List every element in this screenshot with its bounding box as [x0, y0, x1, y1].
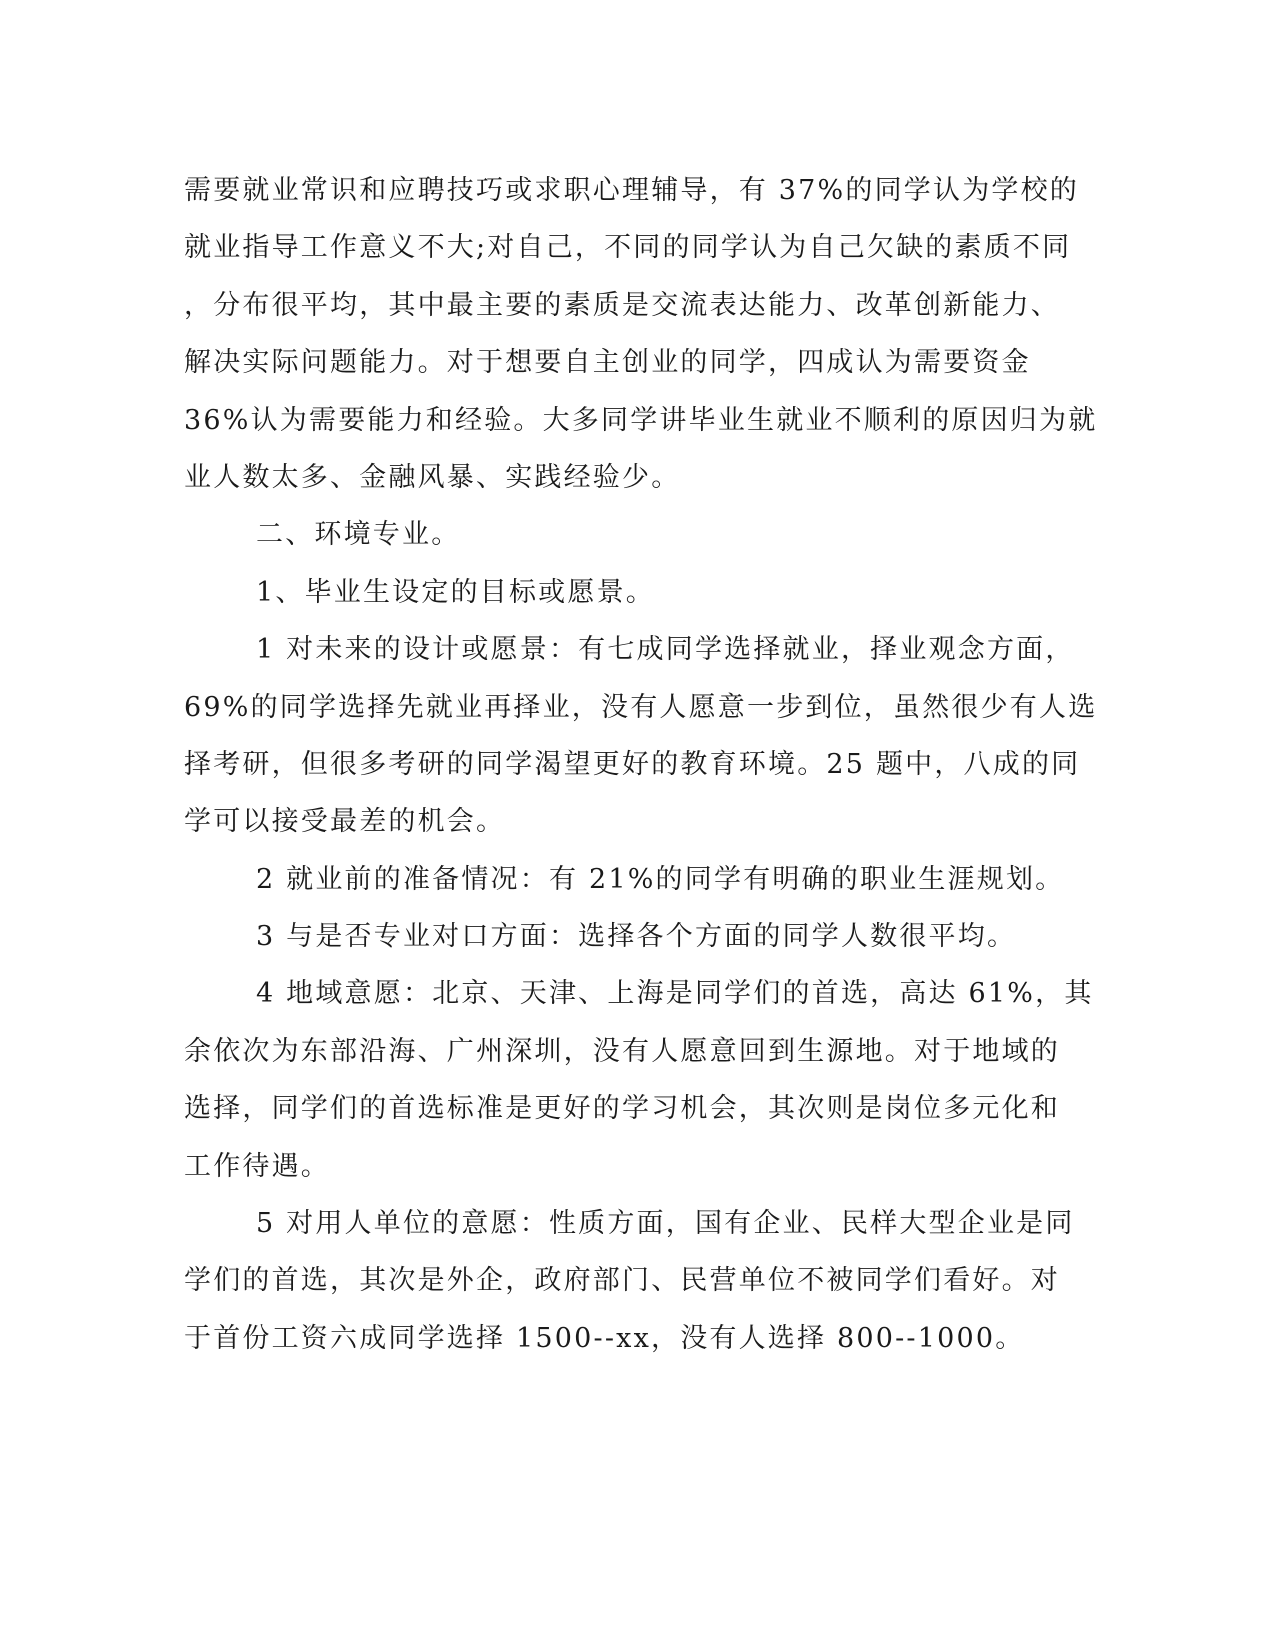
- subsection-heading: 1、毕业生设定的目标或愿景。: [256, 576, 655, 608]
- text-line: 1 对未来的设计或愿景：有七成同学选择就业，择业观念方面，: [256, 634, 1075, 666]
- text-line: 5 对用人单位的意愿：性质方面，国有企业、民样大型企业是同: [256, 1208, 1075, 1240]
- text-line: 于首份工资六成同学选择 1500--xx，没有人选择 800--1000。: [184, 1322, 1025, 1354]
- text-line: 余依次为东部沿海、广州深圳，没有人愿意回到生源地。对于地域的: [184, 1035, 1060, 1067]
- text-line: 2 就业前的准备情况：有 21%的同学有明确的职业生涯规划。: [256, 863, 1065, 895]
- section-heading: 二、环境专业。: [256, 519, 461, 551]
- text-line: 业人数太多、金融风暴、实践经验少。: [184, 461, 681, 493]
- text-line: 3 与是否专业对口方面：选择各个方面的同学人数很平均。: [256, 921, 1017, 953]
- text-line: 学们的首选，其次是外企，政府部门、民营单位不被同学们看好。对: [184, 1265, 1060, 1297]
- text-line: 36%认为需要能力和经验。大多同学讲毕业生就业不顺利的原因归为就: [184, 404, 1098, 436]
- text-line: 就业指导工作意义不大;对自己，不同的同学认为自己欠缺的素质不同: [184, 232, 1072, 264]
- text-line: 解决实际问题能力。对于想要自主创业的同学，四成认为需要资金: [184, 347, 1031, 379]
- text-line: 69%的同学选择先就业再择业，没有人愿意一步到位，虽然很少有人选: [184, 691, 1098, 723]
- document-body: [184, 162, 1098, 1367]
- text-line: 择考研，但很多考研的同学渴望更好的教育环境。25 题中，八成的同: [184, 748, 1081, 780]
- text-line: 需要就业常识和应聘技巧或求职心理辅导，有 37%的同学认为学校的: [184, 175, 1079, 206]
- text-line: 4 地域意愿：北京、天津、上海是同学们的首选，高达 61%，其: [256, 978, 1094, 1010]
- text-line: 学可以接受最差的机会。: [184, 806, 506, 838]
- text-line: ，分布很平均，其中最主要的素质是交流表达能力、改革创新能力、: [184, 289, 1060, 321]
- text-line: 工作待遇。: [184, 1150, 330, 1182]
- text-line: 选择，同学们的首选标准是更好的学习机会，其次则是岗位多元化和: [184, 1093, 1060, 1125]
